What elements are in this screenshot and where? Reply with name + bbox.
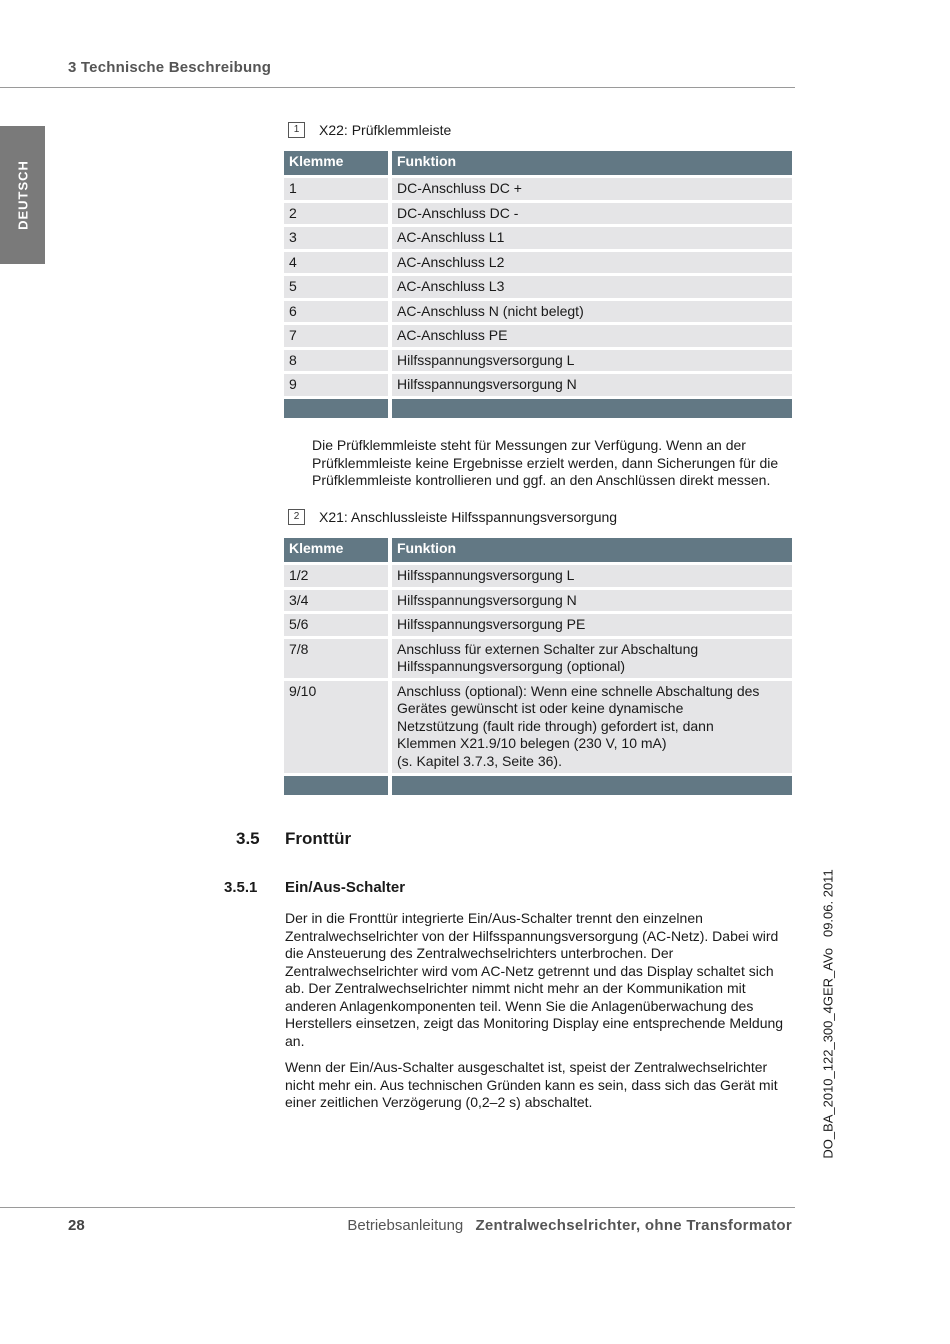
footer-cell xyxy=(284,399,392,418)
cell-klemme: 9 xyxy=(284,374,392,396)
table-row xyxy=(284,350,792,372)
footer-rule xyxy=(0,1207,795,1208)
language-tab-label: DEUTSCH xyxy=(15,160,30,230)
body-paragraph-2: Wenn der Ein/Aus-Schalter ausgeschaltet ist, speist der Zentralwechselrichter nicht mehr ein. Aus technischen Gründen kann es sein, dass sich das Gerät mit einer zeitlichen Verzögerung (0,2–2 s) abschaltet. xyxy=(285,1059,778,1110)
cell-klemme: 9/10 xyxy=(284,681,392,773)
cell-klemme: 4 xyxy=(284,252,392,274)
table-row xyxy=(284,590,792,612)
cell-klemme: 1 xyxy=(284,178,392,200)
cell-funktion: Anschluss für externen Schalter zur Abschaltung Hilfsspannungsversorgung (optional) xyxy=(392,639,792,678)
table-row xyxy=(284,301,792,323)
cell-klemme: 7/8 xyxy=(284,639,392,678)
cell-funktion: AC-Anschluss L1 xyxy=(392,227,792,249)
table-footer-row xyxy=(284,776,792,795)
subsection-title: Ein/Aus-Schalter xyxy=(285,879,406,896)
table-row xyxy=(284,203,792,225)
cell-klemme: 3 xyxy=(284,227,392,249)
x22-caption xyxy=(288,122,451,138)
x21-header-klemme: Klemme xyxy=(284,538,392,562)
table-row xyxy=(284,178,792,200)
page-number: 28 xyxy=(68,1217,85,1234)
table-row xyxy=(284,614,792,636)
language-tab xyxy=(0,126,45,264)
x22-caption-text: X22: Prüfklemmleiste xyxy=(319,122,452,138)
subsection-number: 3.5.1 xyxy=(224,879,258,896)
cell-klemme: 1/2 xyxy=(284,565,392,587)
footer-cell xyxy=(392,399,792,418)
document-code: DO_BA_2010_122_300_4GER_AVo 09.06. 2011 xyxy=(820,869,836,1159)
footer-cell xyxy=(284,776,392,795)
x22-header-klemme: Klemme xyxy=(284,151,392,175)
cell-funktion: Hilfsspannungsversorgung N xyxy=(392,374,792,396)
cell-klemme: 6 xyxy=(284,301,392,323)
chapter-title: 3 Technische Beschreibung xyxy=(68,59,272,76)
footer-doc-title: Zentralwechselrichter, ohne Transformator xyxy=(475,1217,792,1234)
table-row xyxy=(284,639,792,678)
table-footer-row xyxy=(284,399,792,418)
cell-klemme: 7 xyxy=(284,325,392,347)
footer-document-title xyxy=(347,1217,792,1234)
body-paragraph-1: Der in die Fronttür integrierte Ein/Aus-Schalter trennt den einzelnen Zentralwechselrichter von der Hilfsspannungsversorgung (AC-Netz). Dabei wird die Ansteuerung des Zentralwechselrichters unterbrochen. Der Zentralwechselrichter wird vom AC-Netz getrennt und das Display schaltet sich ab. Der Zentralwechselrichter nimmt nicht mehr an der Kommunikation mit anderen Anlagenkomponenten teil. Wenn Sie die Anlagenüberwachung des Herstellers einsetzen, zeigt das Monitoring Display eine entsprechende Meldung an. xyxy=(285,910,784,1049)
cell-funktion: Hilfsspannungsversorgung N xyxy=(392,590,792,612)
cell-klemme: 5/6 xyxy=(284,614,392,636)
cell-funktion: Hilfsspannungsversorgung PE xyxy=(392,614,792,636)
cell-funktion: AC-Anschluss L3 xyxy=(392,276,792,298)
cell-klemme: 2 xyxy=(284,203,392,225)
cell-funktion: AC-Anschluss PE xyxy=(392,325,792,347)
callout-number-1: 1 xyxy=(288,122,305,138)
x22-note: Die Prüfklemmleiste steht für Messungen zur Verfügung. Wenn an der Prüfklemmleiste keine Ergebnisse erzielt werden, dann Sicherungen für die Prüfklemmleiste kontrollieren und ggf. an den Anschlüssen direkt messen. xyxy=(312,437,779,488)
cell-funktion: AC-Anschluss N (nicht belegt) xyxy=(392,301,792,323)
callout-number-2: 2 xyxy=(288,509,305,525)
cell-klemme: 8 xyxy=(284,350,392,372)
cell-klemme: 5 xyxy=(284,276,392,298)
cell-funktion: Anschluss (optional): Wenn eine schnelle Abschaltung des Gerätes gewünscht ist oder keine dynamische Netzstützung (fault ride through) gefordert ist, dann Klemmen X21.9/10 belegen (230 V, 10 mA) (s. Kapitel 3.7.3, Seite 36). xyxy=(392,681,792,773)
table-row xyxy=(284,227,792,249)
cell-funktion: Hilfsspannungsversorgung L xyxy=(392,350,792,372)
cell-funktion: DC-Anschluss DC + xyxy=(392,178,792,200)
table-row xyxy=(284,276,792,298)
footer-cell xyxy=(392,776,792,795)
table-row xyxy=(284,565,792,587)
table-row xyxy=(284,374,792,396)
cell-funktion: AC-Anschluss L2 xyxy=(392,252,792,274)
section-title: Fronttür xyxy=(285,829,352,848)
x21-table xyxy=(284,535,792,798)
header-rule xyxy=(0,87,795,88)
x22-header-funktion: Funktion xyxy=(392,151,792,175)
cell-funktion: Hilfsspannungsversorgung L xyxy=(392,565,792,587)
x21-header-funktion: Funktion xyxy=(392,538,792,562)
table-row xyxy=(284,325,792,347)
table-row xyxy=(284,681,792,773)
section-number: 3.5 xyxy=(236,829,260,848)
x21-caption-text: X21: Anschlussleiste Hilfsspannungsversorgung xyxy=(319,509,618,525)
x21-caption xyxy=(288,509,617,525)
cell-klemme: 3/4 xyxy=(284,590,392,612)
cell-funktion: DC-Anschluss DC - xyxy=(392,203,792,225)
x22-table xyxy=(284,148,792,421)
footer-doc-type: Betriebsanleitung xyxy=(347,1217,464,1234)
table-row xyxy=(284,252,792,274)
